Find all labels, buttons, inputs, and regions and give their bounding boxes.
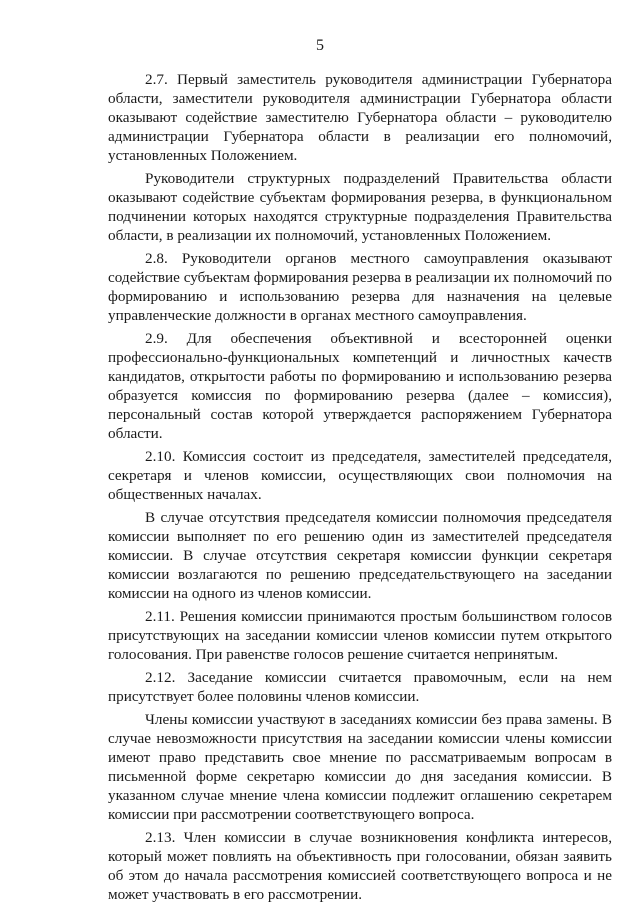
- paragraph-2-8: 2.8. Руководители органов местного самоуправления оказывают содействие субъектам формирования резерва в реализации их полномочий по формированию и использованию резерва для назначения на целевые управленческие должности в органах местного самоуправления.: [108, 250, 612, 324]
- paragraph-2-11: 2.11. Решения комиссии принимаются простым большинством голосов присутствующих на заседании комиссии членов комиссии путем открытого голосования. При равенстве голосов решение считается непринятым.: [108, 608, 612, 663]
- paragraph-2-12: 2.12. Заседание комиссии считается правомочным, если на нем присутствует более половины членов комиссии.: [108, 669, 612, 705]
- document-body: [108, 70, 612, 908]
- paragraph-2-9: 2.9. Для обеспечения объективной и всесторонней оценки профессионально-функциональных компетенций и личностных качеств кандидатов, открытости работы по формированию и использованию резерва образуется комиссия по формированию резерва (далее – комиссия), персональный состав которой утверждается распоряжением Губернатора области.: [108, 330, 612, 442]
- paragraph-2-12-continued: Члены комиссии участвуют в заседаниях комиссии без права замены. В случае невозможности присутствия на заседании комиссии члены комиссии имеют право представить свое мнение по рассматриваемым вопросам в письменной форме секретарю комиссии до дня заседания комиссии. В указанном случае мнение члена комиссии подлежит оглашению секретарем комиссии при рассмотрении соответствующего вопроса.: [108, 711, 612, 823]
- paragraph-2-13: 2.13. Член комиссии в случае возникновения конфликта интересов, который может повлиять на объективность при голосовании, обязан заявить об этом до начала рассмотрения комиссией соответствующего вопроса и не может участвовать в его рассмотрении.: [108, 829, 612, 903]
- paragraph-2-7: 2.7. Первый заместитель руководителя администрации Губернатора области, заместители руководителя администрации Губернатора области оказывают содействие заместителю Губернатора области – руководителю администрации Губернатора области в реализации его полномочий, установленных Положением.: [108, 71, 612, 164]
- paragraph-2-10: 2.10. Комиссия состоит из председателя, заместителей председателя, секретаря и членов комиссии, осуществляющих свои полномочия на общественных началах.: [108, 448, 612, 503]
- paragraph-2-7-continued: Руководители структурных подразделений Правительства области оказывают содействие субъектам формирования резерва, в функциональном подчинении которых находятся структурные подразделения Правительства области, в реализации их полномочий, установленных Положением.: [108, 170, 612, 244]
- paragraph-2-10-continued: В случае отсутствия председателя комиссии полномочия председателя комиссии выполняет по его решению один из заместителей председателя комиссии. В случае отсутствия секретаря комиссии функции секретаря комиссии возлагаются по решению председательствующего на заседании комиссии на одного из членов комиссии.: [108, 509, 612, 602]
- page-number: 5: [316, 37, 324, 54]
